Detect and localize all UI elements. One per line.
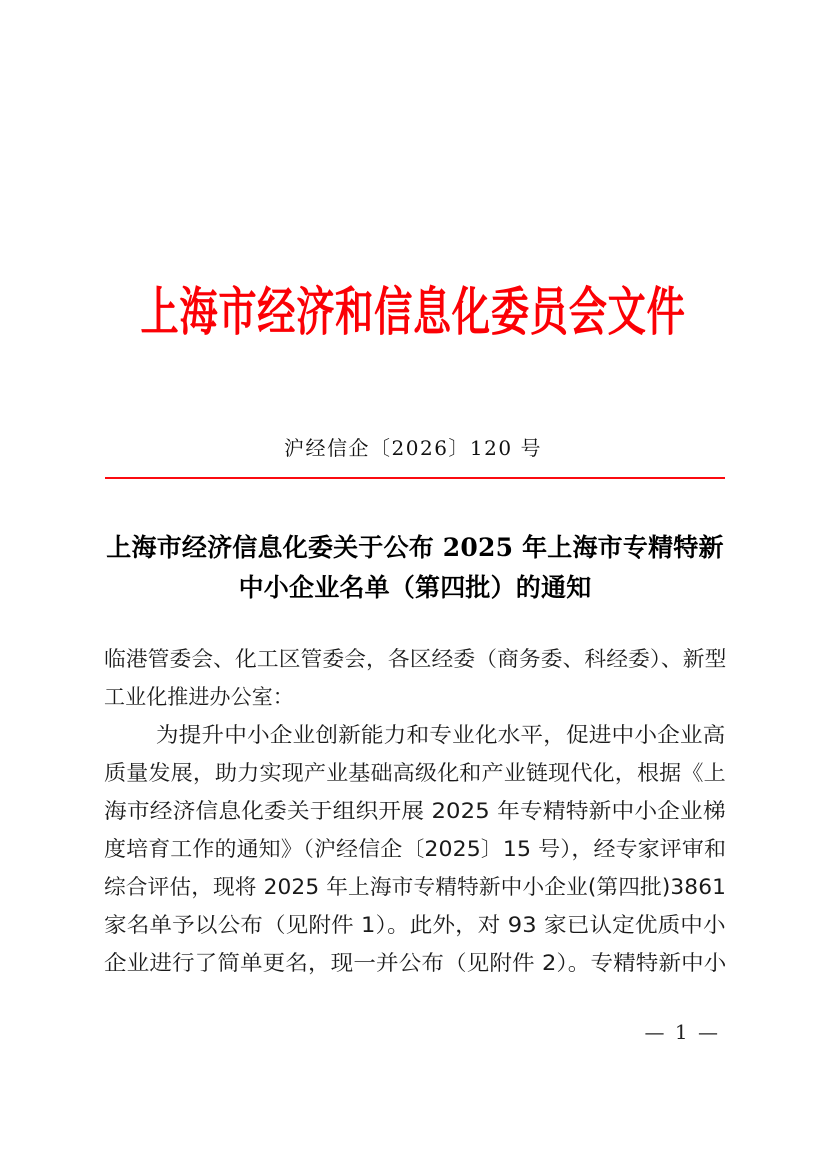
body-paragraph-1-line-4: 度培育工作的通知》（沪经信企〔2025〕15 号），经专家评审和 xyxy=(104,837,727,861)
doc-number-row xyxy=(0,436,826,460)
body-paragraph-1-line-2: 质量发展，助力实现产业基础高级化和产业链现代化，根据《上 xyxy=(104,761,726,785)
masthead-title: 上海市经济和信息化委员会文件 xyxy=(140,282,686,343)
recipients-line-1: 临港管委会、化工区管委会，各区经委（商务委、科经委）、新型 xyxy=(104,647,727,671)
recipients-line-2: 工业化推进办公室： xyxy=(104,685,294,709)
body-paragraph-1-line-5: 综合评估，现将 2025 年上海市专精特新中小企业(第四批)3861 xyxy=(104,875,727,899)
document-title-line-2: 中小企业名单（第四批）的通知 xyxy=(238,573,592,602)
body-paragraph-1-line-1: 为提升中小企业创新能力和专业化水平，促进中小企业高 xyxy=(155,723,726,747)
document-serial-number: 沪经信企〔2026〕120 号 xyxy=(284,436,542,460)
masthead xyxy=(0,283,826,343)
body-paragraph-1-line-6: 家名单予以公布（见附件 1）。此外，对 93 家已认定优质中小 xyxy=(104,913,726,937)
document-body xyxy=(104,640,726,982)
body-paragraph-1-line-7: 企业进行了简单更名，现一并公布（见附件 2）。专精特新中小 xyxy=(104,951,727,975)
page-number: — 1 — xyxy=(644,1020,720,1044)
body-paragraph-1-line-3: 海市经济信息化委关于组织开展 2025 年专精特新中小企业梯 xyxy=(104,799,726,823)
red-separator-rule xyxy=(105,477,725,479)
document-title-line-1: 上海市经济信息化委关于公布 2025 年上海市专精特新 xyxy=(106,533,724,562)
document-title xyxy=(103,528,727,608)
